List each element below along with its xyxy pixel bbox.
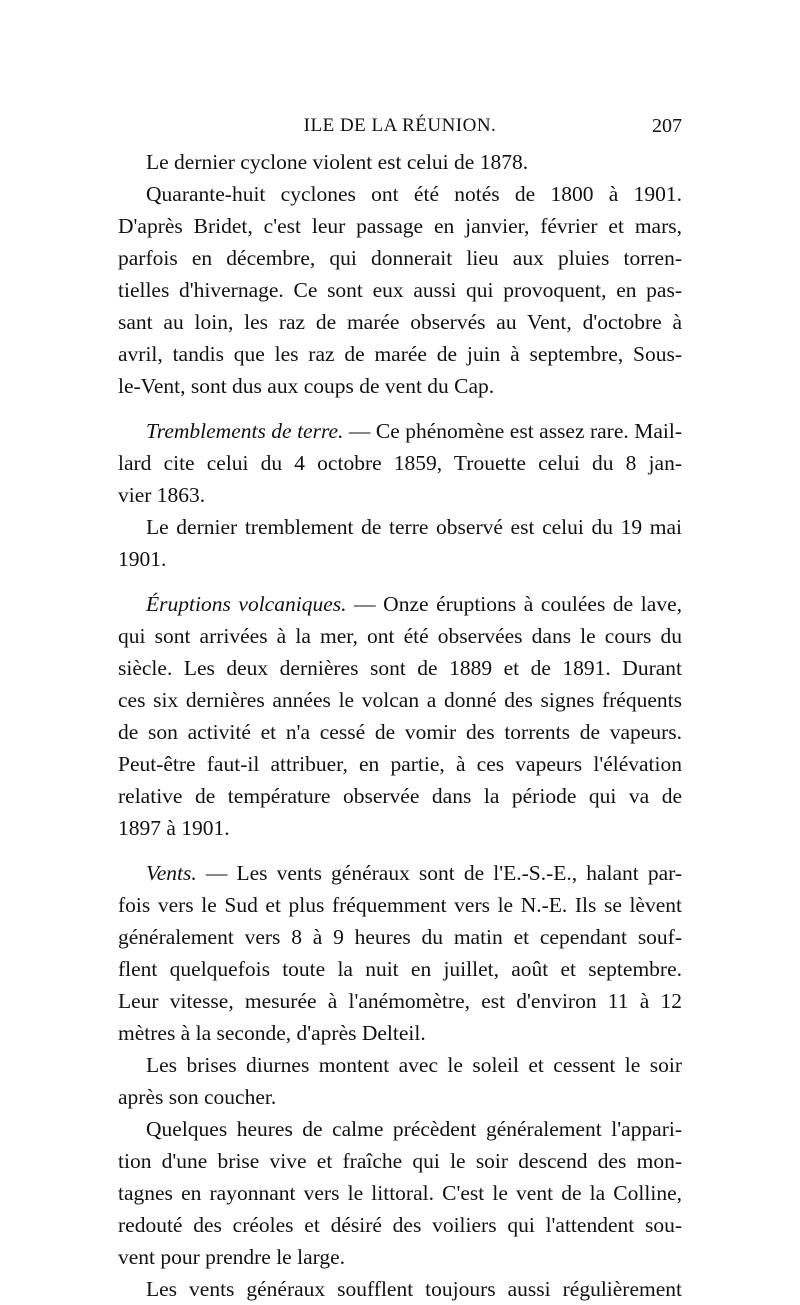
paragraph-breezes — [118, 1049, 682, 1113]
text-line: Leur vitesse, mesurée à l'anémomètre, est d'environ 11 à 12 — [118, 989, 682, 1013]
paragraph-earthquakes — [118, 415, 682, 511]
text-line: 1897 à 1901. — [118, 816, 230, 840]
text-line: fois vers le Sud et plus fréquemment vers le N.-E. Ils se lèvent — [118, 893, 682, 917]
text-line: Le dernier tremblement de terre observé est celui du 19 mai — [146, 515, 682, 539]
text-line: Les brises diurnes montent avec le soleil et cessent le soir — [146, 1053, 682, 1077]
text-line: mètres à la seconde, d'après Delteil. — [118, 1021, 426, 1045]
text-line: tion d'une brise vive et fraîche qui le soir descend des mon- — [118, 1149, 682, 1173]
text-line: sant au loin, les raz de marée observés au Vent, d'octobre à — [118, 310, 682, 334]
paragraph-general-winds — [118, 1273, 682, 1305]
text-line: flent quelquefois toute la nuit en juillet, août et septembre. — [118, 957, 682, 981]
text-line: tagnes en rayonnant vers le littoral. C'est le vent de la Colline, — [118, 1181, 682, 1205]
text-line: tielles d'hivernage. Ce sont eux aussi qui provoquent, en pas- — [118, 278, 682, 302]
text-line: qui sont arrivées à la mer, ont été observées dans le cours du — [118, 624, 682, 648]
section-heading-winds: Vents. — [146, 861, 197, 885]
text-line: parfois en décembre, qui donnerait lieu aux pluies torren- — [118, 246, 682, 270]
text-line: vier 1863. — [118, 483, 206, 507]
text-line: relative de température observée dans la période qui va de — [118, 784, 682, 808]
text-line: ces six dernières années le volcan a donné des signes fréquents — [118, 688, 682, 712]
page-number: 207 — [652, 115, 682, 137]
section-heading-eruptions: Éruptions volcaniques. — [146, 592, 347, 616]
paragraph-eruptions — [118, 588, 682, 844]
text-line — [118, 588, 682, 620]
section-heading-earthquakes: Tremblements de terre. — [146, 419, 344, 443]
running-title: ILE DE LA RÉUNION. — [303, 115, 497, 136]
text-line: D'après Bridet, c'est leur passage en janvier, février et mars, — [118, 214, 682, 238]
text-line: de son activité et n'a cessé de vomir des torrents de vapeurs. — [118, 720, 682, 744]
paragraph-last-earthquake — [118, 511, 682, 575]
text-line: généralement vers 8 à 9 heures du matin et cependant souf- — [118, 925, 682, 949]
text-line: vent pour prendre le large. — [118, 1245, 346, 1269]
paragraph-cyclones — [118, 178, 682, 402]
text-line: avril, tandis que les raz de marée de juin à septembre, Sous- — [118, 342, 682, 366]
text-line — [118, 857, 682, 889]
text-line: Les vents généraux soufflent toujours aussi régulièrement — [146, 1277, 682, 1301]
paragraph-last-cyclone — [118, 146, 682, 178]
text-line: siècle. Les deux dernières sont de 1889 et de 1891. Durant — [118, 656, 682, 680]
text-line: Peut-être faut-il attribuer, en partie, à ces vapeurs l'élévation — [118, 752, 682, 776]
heading-line-rest: — Ce phénomène est assez rare. Mail- — [343, 419, 682, 443]
text-line — [118, 415, 682, 447]
text-line: Le dernier cyclone violent est celui de 1878. — [146, 150, 529, 174]
text-line: 1901. — [118, 547, 167, 571]
text-line: lard cite celui du 4 octobre 1859, Trouette celui du 8 jan- — [118, 451, 682, 475]
text-line: Quarante-huit cyclones ont été notés de 1800 à 1901. — [146, 182, 682, 206]
text-line: le-Vent, sont dus aux coups de vent du Cap. — [118, 374, 495, 398]
paragraph-calm — [118, 1113, 682, 1273]
paragraph-winds — [118, 857, 682, 1049]
heading-line-rest: — Onze éruptions à coulées de lave, — [346, 592, 682, 616]
body-text — [118, 146, 682, 1305]
text-line: Quelques heures de calme précèdent généralement l'appari- — [146, 1117, 682, 1141]
page-header — [118, 114, 682, 138]
text-line: redouté des créoles et désiré des voiliers qui l'attendent sou- — [118, 1213, 682, 1237]
heading-line-rest: — Les vents généraux sont de l'E.-S.-E., halant par- — [196, 861, 682, 885]
text-line: après son coucher. — [118, 1085, 277, 1109]
